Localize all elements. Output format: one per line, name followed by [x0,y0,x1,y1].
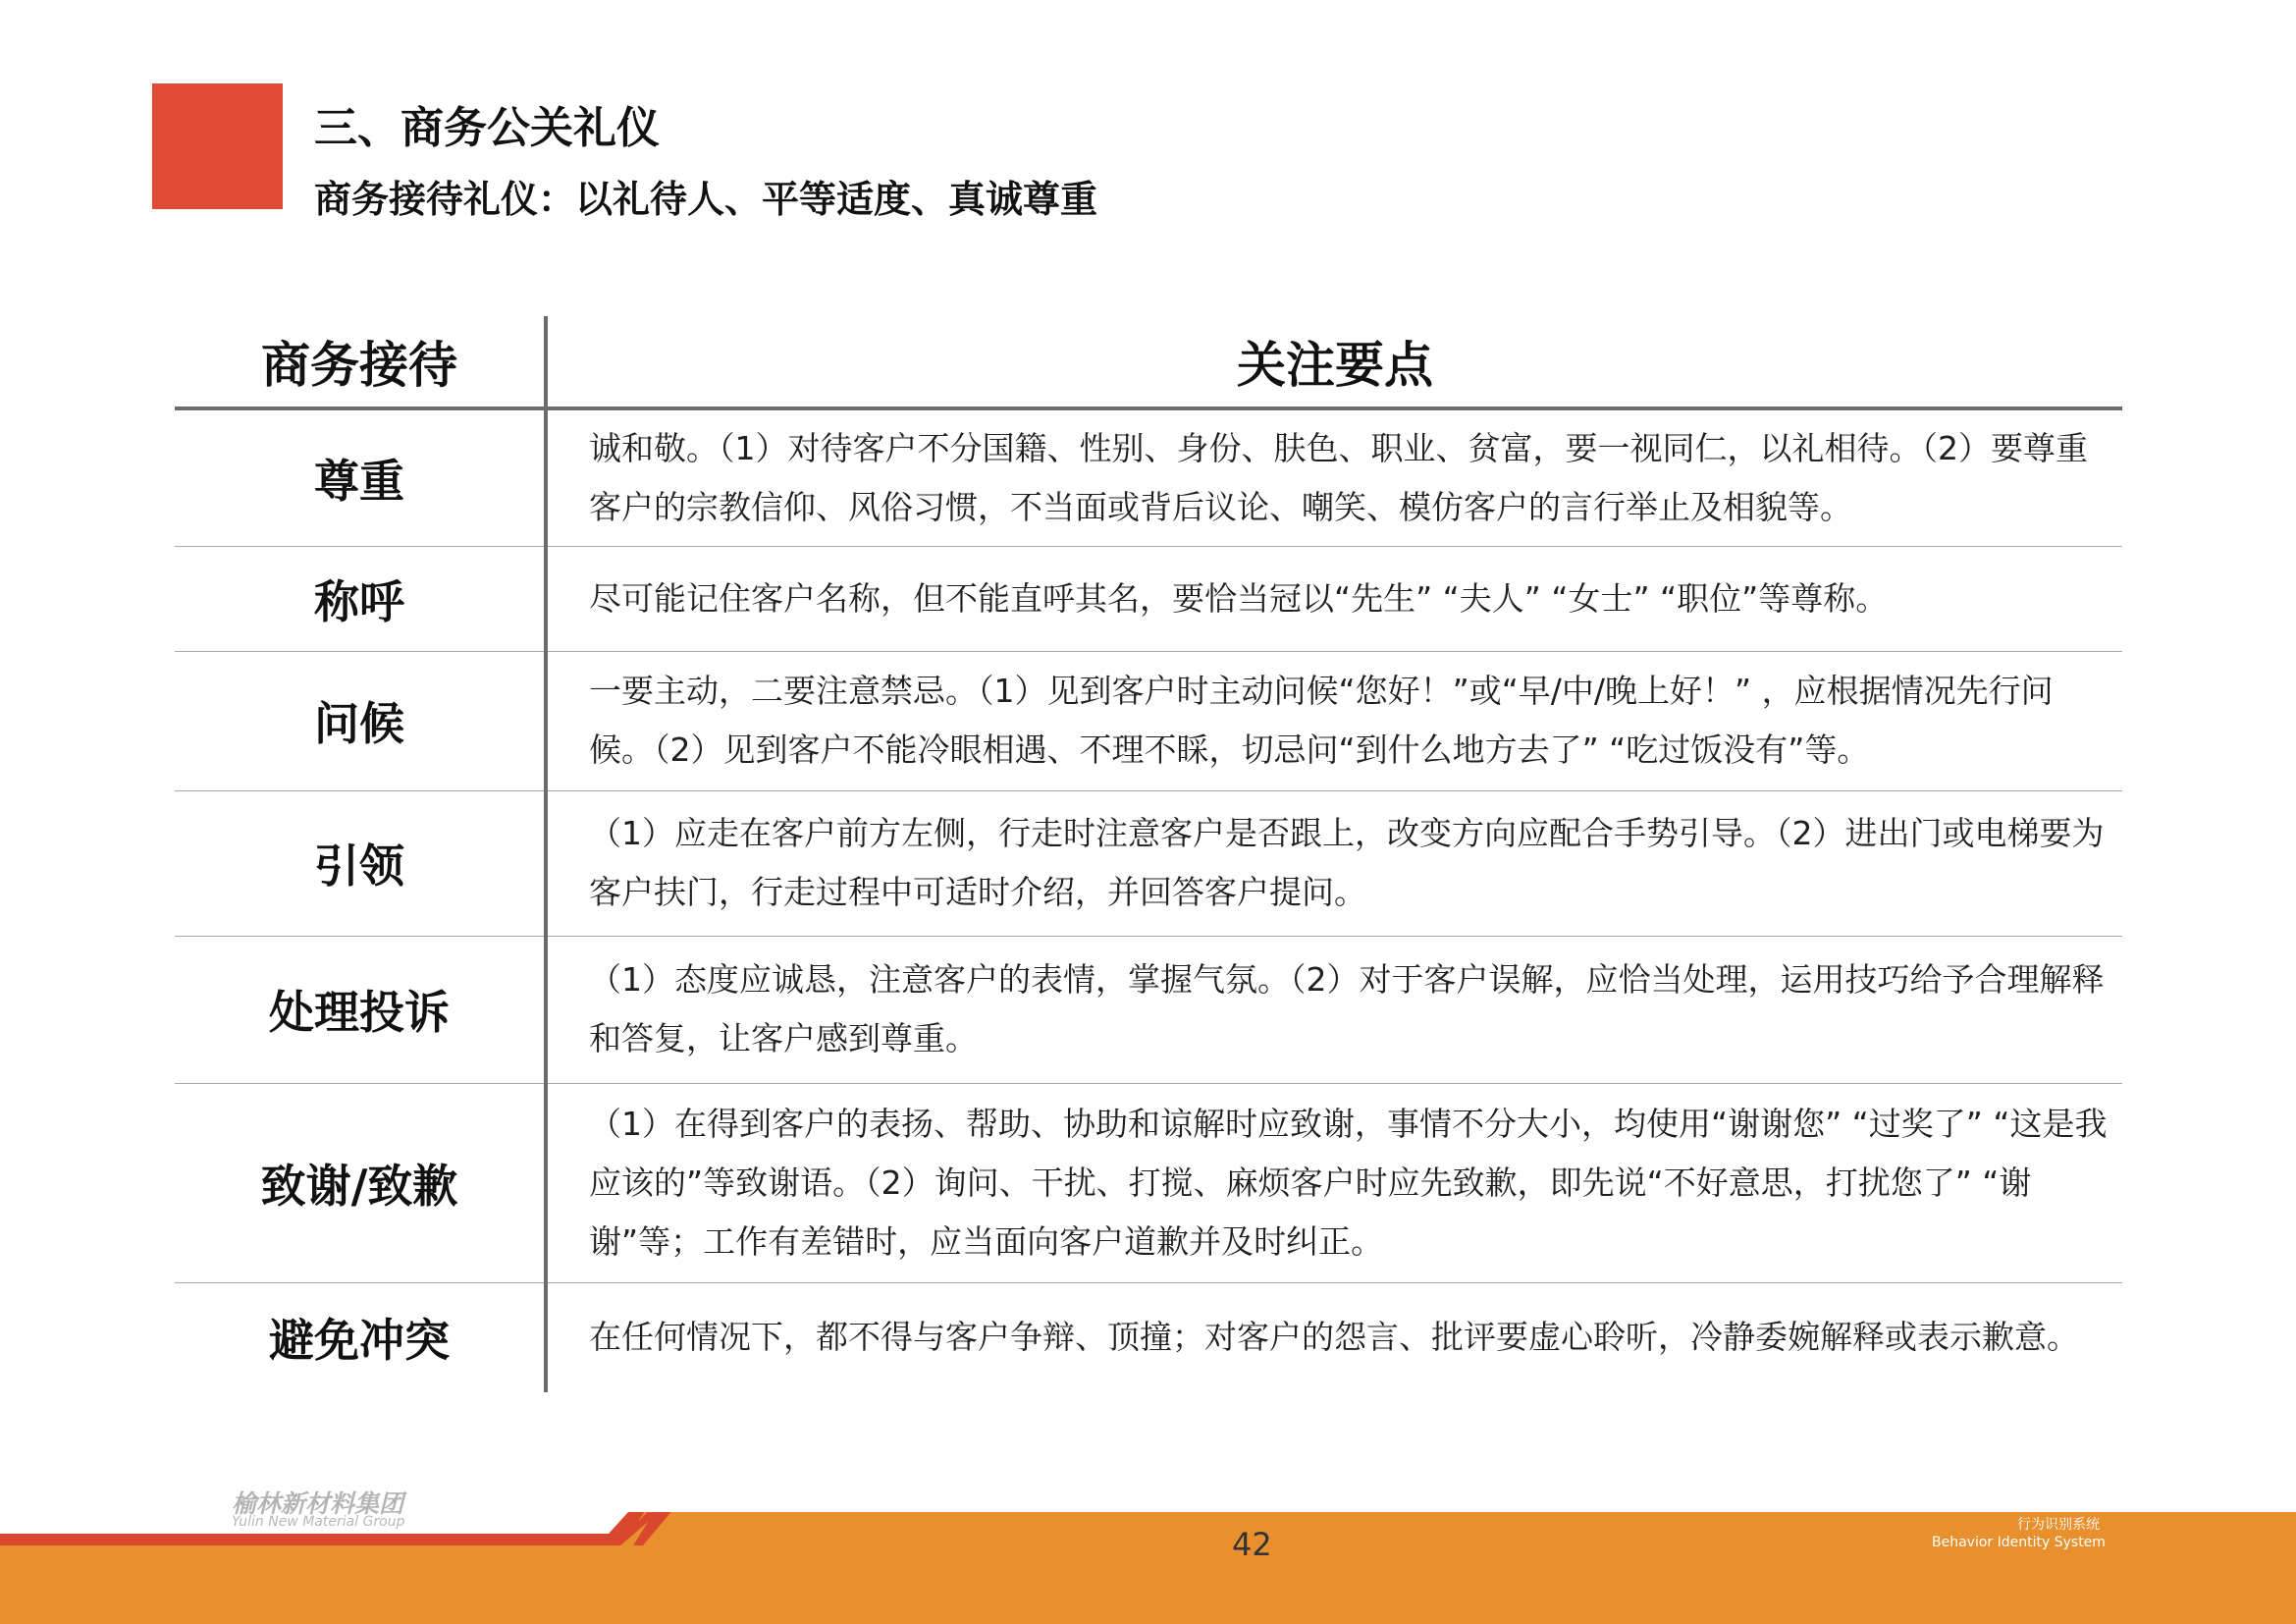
row-description: 一要主动，二要注意禁忌。（1）见到客户时主动问候“您好！”或“早/中/晚上好！” ，应根据情况先行问候。（2）见到客户不能冷眼相遇、不理不睬，切忌问“到什么地方去了” “吃过饭没有”等。 [546,651,2122,790]
row-term: 引领 [175,790,546,936]
row-description: （1）在得到客户的表扬、帮助、协助和谅解时应致谢，事情不分大小，均使用“谢谢您” “过奖了” “这是我应该的”等致谢语。（2）询问、干扰、打搅、麻烦客户时应先致歉，即先说“不好意思，打扰您了” “谢谢”等；工作有差错时，应当面向客户道歉并及时纠正。 [546,1083,2122,1282]
table-row [175,790,2122,936]
company-english-name: Yulin New Material Group [232,1514,405,1530]
row-description: 诚和敬。（1）对待客户不分国籍、性别、身份、肤色、职业、贫富，要一视同仁，以礼相待。（2）要尊重客户的宗教信仰、风俗习惯，不当面或背后议论、嘲笑、模仿客户的言行举止及相貌等。 [589,428,2088,526]
page-title: 三、商务公关礼仪 [314,103,660,153]
table-row [175,1282,2122,1392]
page-number: 42 [1232,1526,1272,1563]
table-header-row [175,316,2122,408]
table-row [175,936,2122,1083]
page-subtitle: 商务接待礼仪：以礼待人、平等适度、真诚尊重 [314,178,1098,221]
company-logo-text: 榆林新材料集团 [232,1489,404,1518]
title-accent-block [152,83,283,209]
system-name-cn: 行为识别系统 [2017,1517,2100,1533]
row-term: 称呼 [175,546,546,651]
table-row [175,408,2122,546]
row-description: 在任何情况下，都不得与客户争辩、顶撞；对客户的怨言、批评要虚心聆听，冷静委婉解释或表示歉意。 [546,1282,2122,1392]
table-row [175,1083,2122,1282]
etiquette-table [175,316,2122,1392]
column-header-reception: 商务接待 [175,316,546,408]
row-term: 处理投诉 [175,936,546,1083]
row-description: 尽可能记住客户名称，但不能直呼其名，要恰当冠以“先生” “夫人” “女士” “职位”等尊称。 [546,546,2122,651]
row-term: 致谢/致歉 [175,1083,546,1282]
row-term: 避免冲突 [175,1282,546,1392]
row-description: （1）态度应诚恳，注意客户的表情，掌握气氛。（2）对于客户误解，应恰当处理，运用技巧给予合理解释和答复，让客户感到尊重。 [546,936,2122,1083]
table-row [175,546,2122,651]
row-term: 问候 [175,651,546,790]
table-row [175,651,2122,790]
column-header-key-points: 关注要点 [546,316,2122,408]
row-description: （1）应走在客户前方左侧，行走时注意客户是否跟上，改变方向应配合手势引导。（2）进出门或电梯要为客户扶门，行走过程中可适时介绍，并回答客户提问。 [546,790,2122,936]
row-term: 尊重 [175,408,546,546]
system-name-en: Behavior Identity System [1932,1535,2106,1550]
